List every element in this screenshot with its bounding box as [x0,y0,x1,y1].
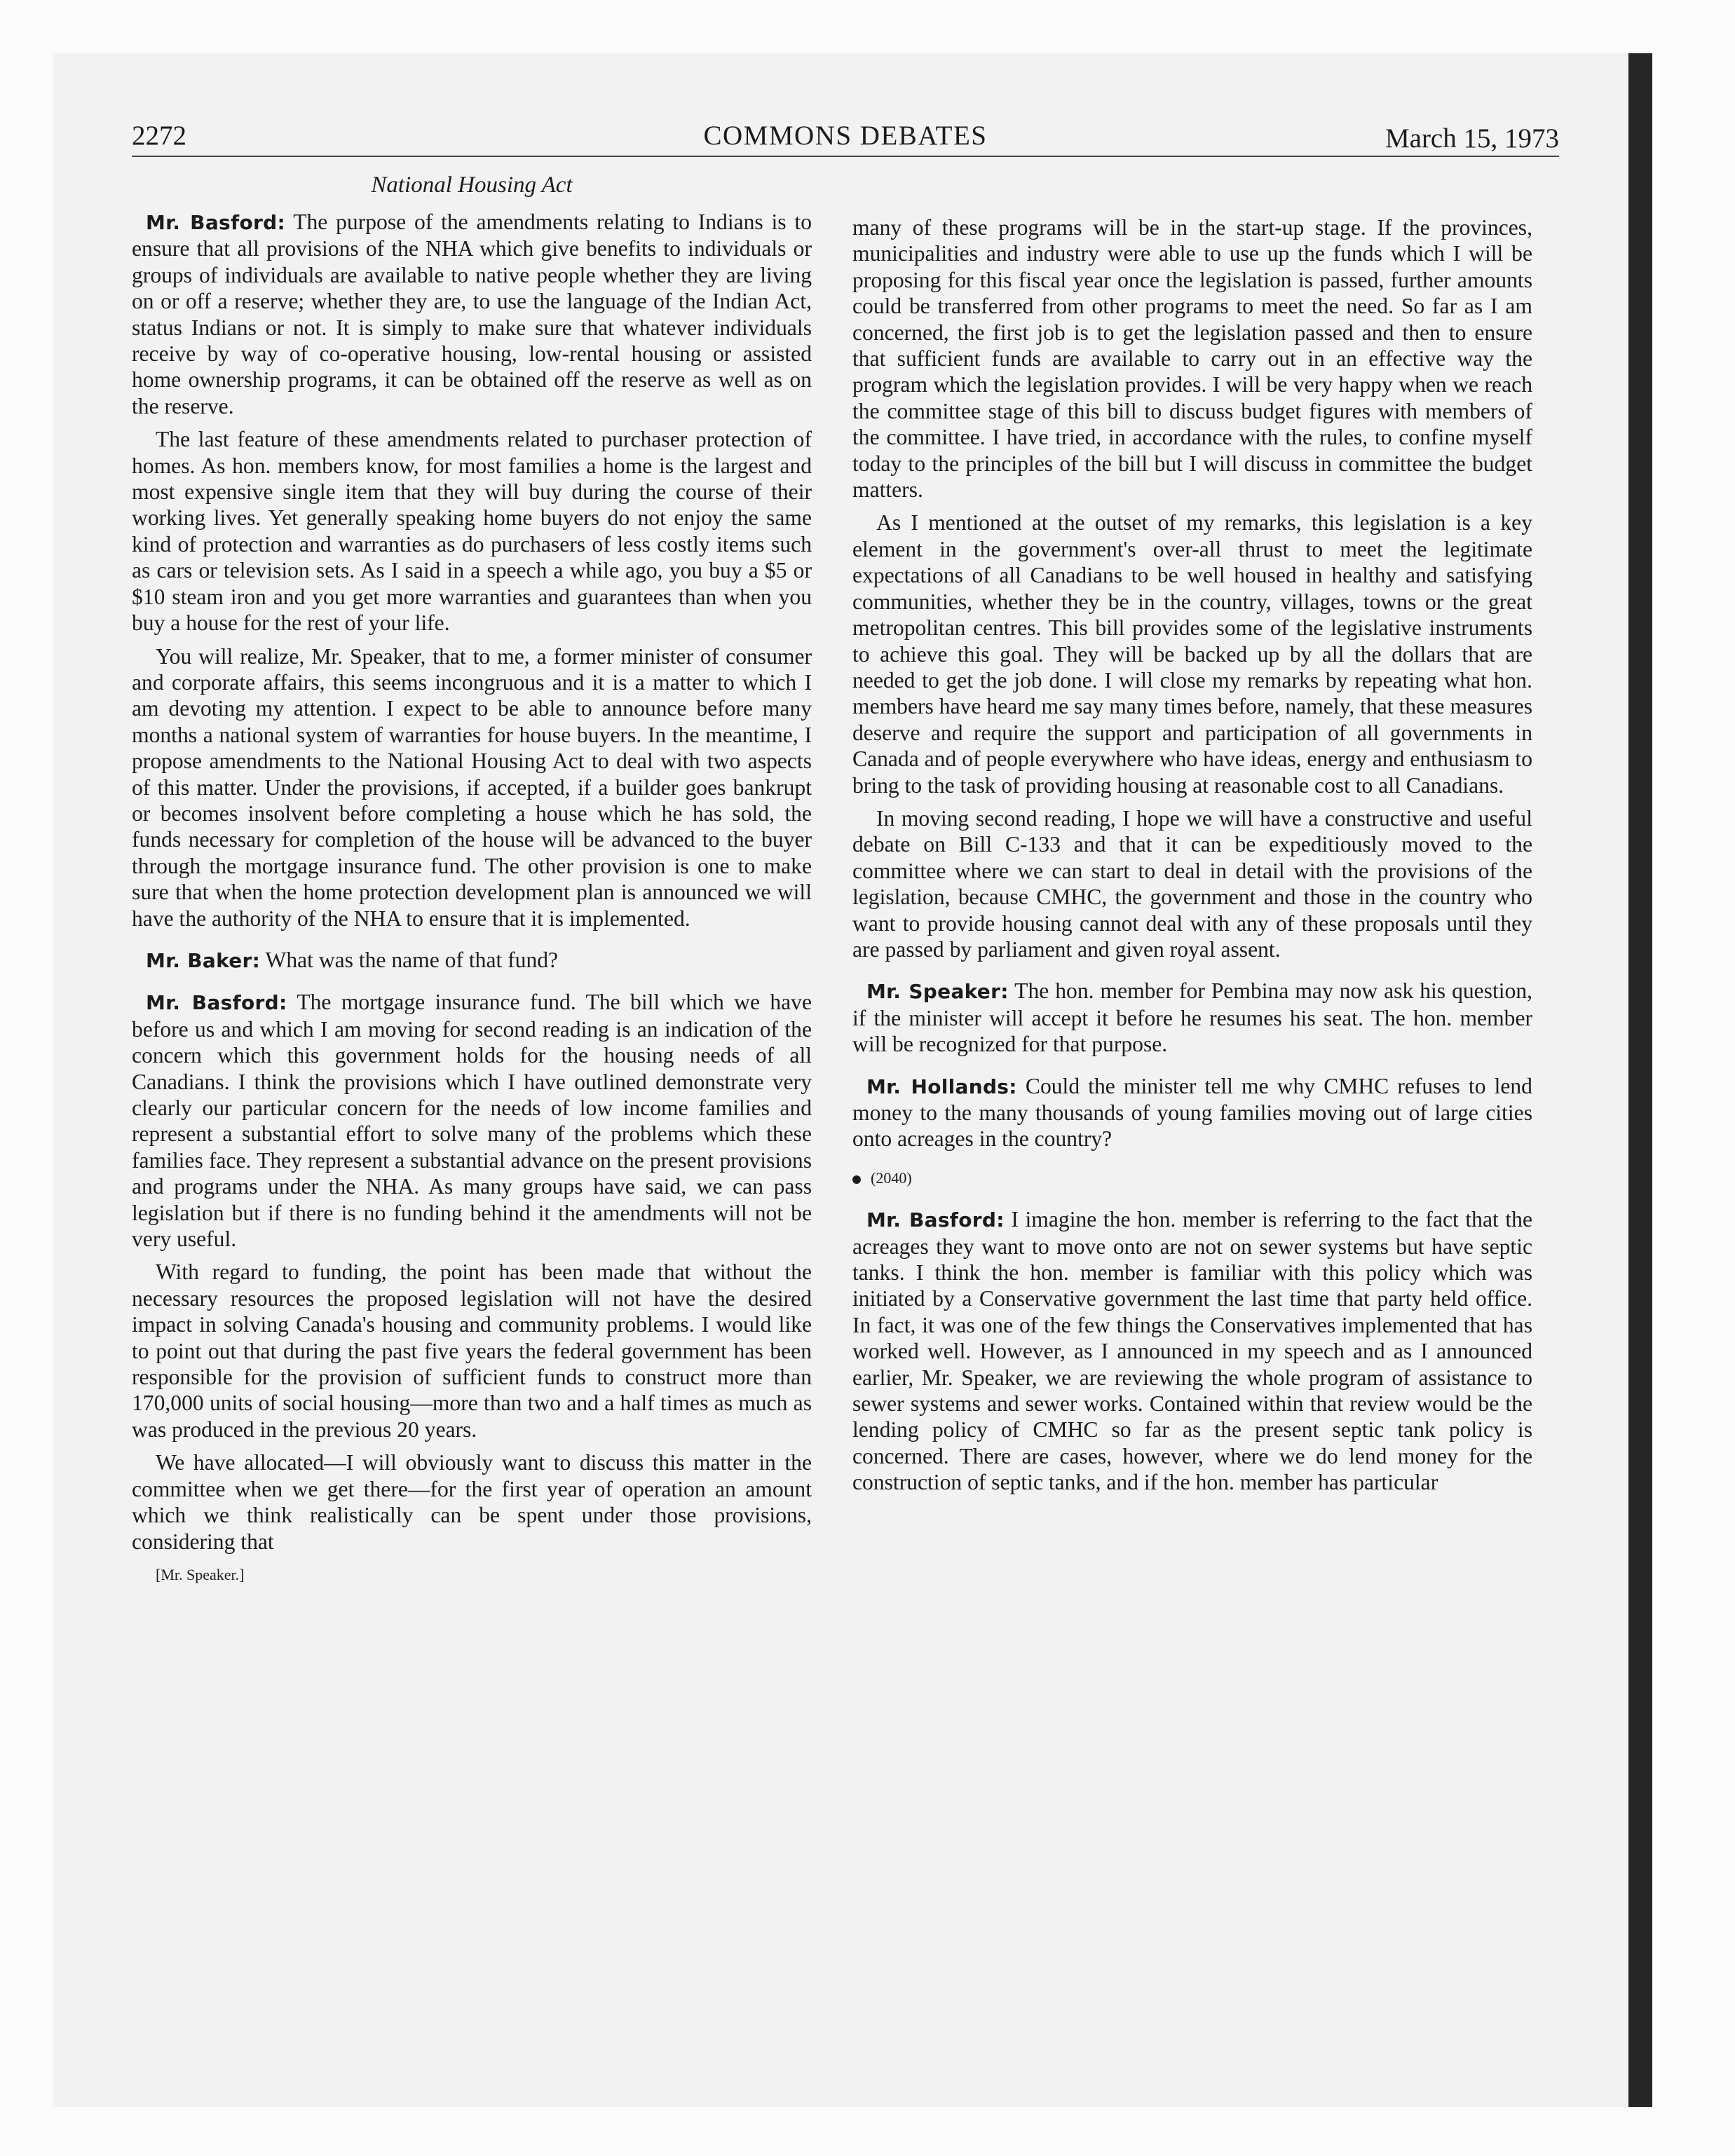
speech-text: What was the name of that fund? [265,947,559,972]
issue-date: March 15, 1973 [1384,123,1559,153]
speaker-name: Mr. Basford: [146,991,287,1015]
time-marker [852,1165,1532,1191]
speech-text: I imagine the hon. member is referring to the fact that the acreages they want to move onto are not on sewer systems but have septic tanks. I think the hon. member is familiar with this policy which was initiated by a Conservative government the last time that party held office. In fact, it was one of the few things the Conservatives implemented that has worked well. However, as I announced in my speech and as I announced earlier, Mr. Speaker, we are reviewing the whole program of assistance to sewer systems and sewer works. Contained within that review would be the lending policy of CMHC so far as the present septic tank policy is concerned. There are cases, however, where we do lend money for the construction of septic tanks, and if the hon. member has particular [852,1207,1532,1495]
left-column [132,171,812,1595]
speaker-name: Mr. Basford: [866,1208,1005,1232]
paragraph: With regard to funding, the point has been made that without the necessary resources the proposed legislation will not have the desired impact in solving Canada's housing and community problems. I would like to point out that during the past five years the federal government has been responsible for the provision of sufficient funds to construct more than 170,000 units of social housing—more than two and a half times as much as was produced in the previous 20 years. [132,1260,812,1442]
speaker-name: Mr. Speaker: [866,980,1009,1004]
paragraph: As I mentioned at the outset of my remarks, this legislation is a key element in the government's over-all thrust to meet the legitimate expectations of all Canadians to be well housed in healthy and satisfying communities, whether they be in the country, villages, towns or the great metropolitan centres. This bill provides some of the legislative instruments to achieve this goal. They will be backed up by all the dollars that are needed to get the job done. I will close my remarks by repeating what hon. members have heard me say many times before, namely, that these measures deserve and require the support and participation of all governments in Canada and of people everywhere who have ideas, energy and enthusiasm to bring to the task of providing housing at reasonable cost to all Canadians. [852,510,1532,798]
speaker-in-chair-note: [Mr. Speaker.] [156,1565,245,1583]
paragraph [852,1206,1532,1495]
speaker-name: Mr. Basford: [146,211,285,234]
paragraph: You will realize, Mr. Speaker, that to me, a former minister of consumer and corporate affairs, this seems incongruous and it is a matter to which I am devoting my attention. I expect to be able to announce before many months a national system of warranties for house buyers. In the meantime, I propose amendments to the National Housing Act to deal with two aspects of this matter. Under the provisions, if accepted, if a builder goes bankrupt or becomes insolvent before completing a house which he has sold, the funds necessary for completion of the house will be advanced to the buyer through the mortgage insurance fund. The other provision is one to make sure that when the home protection development plan is announced we will have the authority of the NHA to ensure that it is implemented. [132,643,812,931]
bullet-icon [852,1175,861,1184]
speech-text: The mortgage insurance fund. The bill which we have before us and which I am moving for second reading is an indication of the concern which this government holds for the housing needs of all Canadians. I think the provisions which I have outlined demonstrate very clearly our particular concern for the needs of low income families and represent a substantial effort to solve many of the problems which these families face. They represent a substantial advance on the present provisions and programs under the NHA. As many groups have said, we can pass legislation but if there is no funding behind it the amendments will not be very useful. [132,990,812,1252]
speaker-name: Mr. Hollands: [866,1074,1017,1098]
paragraph [132,947,812,974]
paragraph: We have allocated—I will obviously want to discuss this matter in the committee when we get there—for the first year of operation an amount which we think realistically can be spent under those provisions, considering that [132,1450,812,1554]
running-header [132,116,1559,157]
paragraph [132,989,812,1252]
section-heading: National Housing Act [371,172,573,198]
paragraph [852,1073,1532,1152]
paragraph [852,978,1532,1057]
time-marker-text: (2040) [871,1168,912,1187]
page-number: 2272 [132,121,186,151]
journal-title: COMMONS DEBATES [703,121,988,151]
speech-text: The hon. member for Pembina may now ask his question, if the minister will accept it before he resumes his seat. The hon. member will be recognized for that purpose. [852,978,1533,1057]
right-column [852,214,1532,1503]
paragraph: many of these programs will be in the start-up stage. If the provinces, municipalities and industry were able to use up the funds which I will be proposing for this fiscal year once the legislation is passed, further amounts could be transferred from other programs to meet the need. So far as I am concerned, the first job is to get the legislation passed and then to ensure that sufficient funds are available to carry out in an effective way the program which the legislation provides. I will be very happy when we reach the committee stage of this bill to discuss budget figures with members of the committee. I have tried, in accordance with the rules, to confine myself today to the principles of the bill but I will discuss in committee the budget matters. [852,215,1532,503]
paragraph: In moving second reading, I hope we will have a constructive and useful debate on Bill C-133 and that it can be expeditiously moved to the committee where we can start to deal in detail with the provisions of the legislation, because CMHC, the government and those in the country who want to provide housing cannot deal with any of these proposals until they are passed by parliament and given royal assent. [852,805,1532,962]
speech-text: The purpose of the amendments relating to Indians is to ensure that all provisions of the NHA which give benefits to individuals or groups of individuals are available to native people whether they are living on or off a reserve; whether they are, to use the language of the Indian Act, status Indians or not. It is simply to make sure that whatever individuals receive by way of co-operative housing, low-rental housing or assisted home ownership programs, it can be obtained off the reserve as well as on the reserve. [132,210,812,418]
speaker-name: Mr. Baker: [146,948,261,972]
paragraph: The last feature of these amendments related to purchaser protection of homes. As hon. members know, for most families a home is the largest and most expensive single item that they will buy during the course of their working lives. Yet generally speaking home buyers do not enjoy the same kind of protection and warranties as do purchasers of less costly items such as cars or television sets. As I said in a speech a while ago, you buy a $5 or $10 steam iron and you get more warranties and guarantees than when you buy a house for the rest of your life. [132,427,812,636]
paragraph [132,209,812,419]
speech-text: Could the minister tell me why CMHC refuses to lend money to the many thousands of young families moving out of large cities onto acreages in the country? [852,1073,1532,1152]
